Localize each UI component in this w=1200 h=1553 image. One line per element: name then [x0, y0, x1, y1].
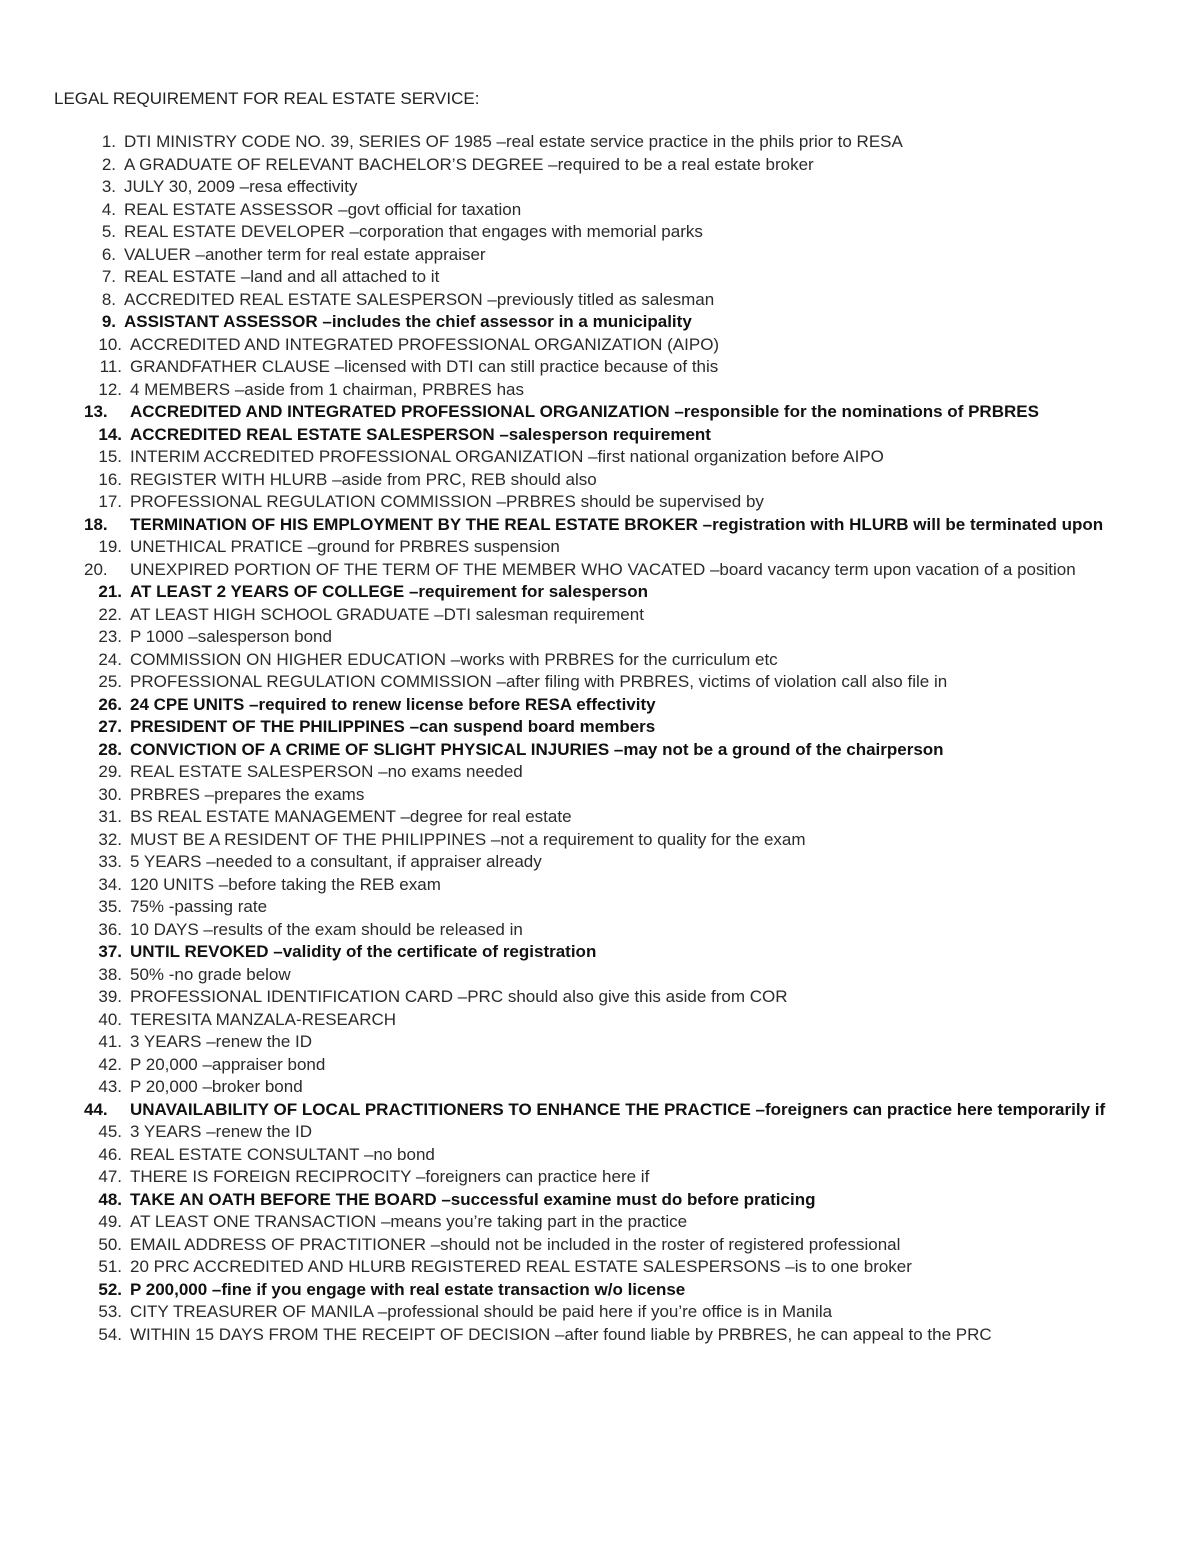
- list-item: [0, 199, 1200, 222]
- list-item: [0, 829, 1200, 852]
- list-item: [0, 424, 1200, 447]
- list-item-number: 52.: [98, 1279, 122, 1299]
- document-title: LEGAL REQUIREMENT FOR REAL ESTATE SERVICE:: [54, 89, 480, 108]
- list-item-number: 13.: [84, 402, 108, 421]
- list-item-number: 18.: [84, 514, 108, 534]
- list-item-text: PROFESSIONAL REGULATION COMMISSION –after filing with PRBRES, victims of violation call also file in: [130, 672, 948, 691]
- list-item-text: MUST BE A RESIDENT OF THE PHILIPPINES –not a requirement to quality for the exam: [130, 829, 806, 849]
- list-item-text: ACCREDITED AND INTEGRATED PROFESSIONAL ORGANIZATION –responsible for the nominations of PRBRES: [130, 402, 1039, 421]
- list-item-number: 28.: [98, 739, 122, 759]
- list-item-number: 22.: [98, 604, 122, 624]
- list-item-number: 10.: [98, 334, 122, 354]
- list-item: [0, 244, 1200, 267]
- list-item: [0, 266, 1200, 289]
- list-item: [0, 851, 1200, 874]
- list-item: [0, 1301, 1200, 1324]
- list-item: [0, 716, 1200, 739]
- list-item-text: VALUER –another term for real estate appraiser: [124, 244, 486, 264]
- list-item-number: 14.: [98, 424, 122, 444]
- list-item-text: WITHIN 15 DAYS FROM THE RECEIPT OF DECISION –after found liable by PRBRES, he can appeal to the PRC: [130, 1324, 992, 1344]
- list-item: [0, 1256, 1200, 1279]
- list-item-text: P 200,000 –fine if you engage with real estate transaction w/o license: [130, 1279, 686, 1299]
- list-item-text: BS REAL ESTATE MANAGEMENT –degree for real estate: [130, 807, 572, 826]
- list-item-text: CITY TREASURER OF MANILA –professional should be paid here if you’re office is in Manila: [130, 1302, 833, 1321]
- list-item: [0, 919, 1200, 942]
- list-item-number: 23.: [98, 627, 122, 646]
- list-item: [0, 761, 1200, 784]
- numbered-list: [0, 131, 1200, 1346]
- list-item-text: 3 YEARS –renew the ID: [130, 1122, 313, 1141]
- list-item-text: PRESIDENT OF THE PHILIPPINES –can suspend board members: [130, 717, 656, 736]
- list-item-number: 26.: [98, 694, 122, 714]
- list-item-number: 49.: [98, 1212, 122, 1231]
- list-item-text: 20 PRC ACCREDITED AND HLURB REGISTERED REAL ESTATE SALESPERSONS –is to one broker: [130, 1257, 912, 1276]
- list-item: [0, 289, 1200, 312]
- list-item-text: COMMISSION ON HIGHER EDUCATION –works with PRBRES for the curriculum etc: [130, 649, 778, 669]
- list-item-number: 37.: [98, 942, 122, 961]
- list-item-number: 44.: [84, 1099, 108, 1119]
- list-item-number: 11.: [99, 357, 122, 376]
- list-item: [0, 1031, 1200, 1054]
- list-item: [0, 1009, 1200, 1032]
- list-item-number: 35.: [98, 897, 122, 916]
- list-item-text: ACCREDITED REAL ESTATE SALESPERSON –previously titled as salesman: [124, 289, 715, 309]
- list-item-text: PROFESSIONAL REGULATION COMMISSION –PRBRES should be supervised by: [130, 492, 764, 511]
- list-item-number: 31.: [98, 807, 122, 826]
- list-item-text: 75% -passing rate: [130, 897, 268, 916]
- list-item-number: 3.: [101, 177, 116, 196]
- list-item: [0, 221, 1200, 244]
- list-item-text: 50% -no grade below: [130, 964, 291, 984]
- list-item-number: 5.: [101, 222, 116, 241]
- list-item-number: 34.: [98, 874, 122, 894]
- list-item-number: 32.: [98, 829, 122, 849]
- list-item-number: 46.: [98, 1144, 122, 1164]
- list-item-number: 9.: [101, 312, 116, 331]
- list-item-text: ASSISTANT ASSESSOR –includes the chief assessor in a municipality: [124, 312, 692, 331]
- list-item: [0, 604, 1200, 627]
- list-item-text: REAL ESTATE ASSESSOR –govt official for taxation: [124, 199, 522, 219]
- list-item: [0, 806, 1200, 829]
- list-item: [0, 1121, 1200, 1144]
- list-item: [0, 581, 1200, 604]
- list-item: [0, 491, 1200, 514]
- list-item-text: TAKE AN OATH BEFORE THE BOARD –successful examine must do before praticing: [130, 1189, 816, 1209]
- list-item-text: UNETHICAL PRATICE –ground for PRBRES suspension: [130, 537, 560, 556]
- list-item: [0, 469, 1200, 492]
- list-item-number: 45.: [98, 1122, 122, 1141]
- list-item-text: REGISTER WITH HLURB –aside from PRC, REB should also: [130, 469, 597, 489]
- list-item-text: ACCREDITED REAL ESTATE SALESPERSON –salesperson requirement: [130, 424, 711, 444]
- list-item-text: PROFESSIONAL IDENTIFICATION CARD –PRC should also give this aside from COR: [130, 987, 788, 1006]
- list-item-text: 5 YEARS –needed to a consultant, if appraiser already: [130, 852, 542, 871]
- list-item-number: 15.: [98, 447, 122, 466]
- list-item-number: 53.: [98, 1302, 122, 1321]
- list-item: [0, 964, 1200, 987]
- list-item-number: 47.: [98, 1167, 122, 1186]
- list-item-number: 6.: [101, 244, 116, 264]
- list-item: [0, 1166, 1200, 1189]
- list-item-text: REAL ESTATE SALESPERSON –no exams needed: [130, 762, 523, 781]
- list-item-number: 27.: [98, 717, 122, 736]
- list-item: [0, 401, 1200, 424]
- list-item-number: 4.: [101, 199, 116, 219]
- list-item: [0, 1211, 1200, 1234]
- list-item: [0, 1324, 1200, 1347]
- list-item-text: UNTIL REVOKED –validity of the certificate of registration: [130, 942, 597, 961]
- list-item-number: 33.: [98, 852, 122, 871]
- list-item-text: A GRADUATE OF RELEVANT BACHELOR’S DEGREE –required to be a real estate broker: [124, 154, 814, 174]
- list-item: [0, 694, 1200, 717]
- list-item-text: AT LEAST ONE TRANSACTION –means you’re taking part in the practice: [130, 1212, 688, 1231]
- list-item-number: 50.: [98, 1234, 122, 1254]
- list-item: [0, 1279, 1200, 1302]
- list-item: [0, 154, 1200, 177]
- list-item-number: 16.: [98, 469, 122, 489]
- list-item-text: DTI MINISTRY CODE NO. 39, SERIES OF 1985 –real estate service practice in the phils prior to RESA: [124, 132, 903, 151]
- list-item: [0, 671, 1200, 694]
- list-item: [0, 1189, 1200, 1212]
- list-item-text: TERMINATION OF HIS EMPLOYMENT BY THE REAL ESTATE BROKER –registration with HLURB will be terminated upon: [130, 514, 1104, 534]
- list-item-text: 120 UNITS –before taking the REB exam: [130, 874, 441, 894]
- list-item-text: P 20,000 –appraiser bond: [130, 1054, 326, 1074]
- list-item-number: 8.: [101, 289, 116, 309]
- list-item-number: 54.: [98, 1324, 122, 1344]
- list-item-number: 42.: [98, 1054, 122, 1074]
- list-item: [0, 896, 1200, 919]
- list-item-text: P 1000 –salesperson bond: [130, 627, 332, 646]
- list-item-text: ACCREDITED AND INTEGRATED PROFESSIONAL ORGANIZATION (AIPO): [130, 334, 720, 354]
- list-item: [0, 1054, 1200, 1077]
- list-item: [0, 626, 1200, 649]
- list-item: [0, 739, 1200, 762]
- list-item-number: 17.: [98, 492, 122, 511]
- list-item-text: REAL ESTATE DEVELOPER –corporation that engages with memorial parks: [124, 222, 703, 241]
- list-item: [0, 536, 1200, 559]
- list-item: [0, 379, 1200, 402]
- list-item-number: 39.: [98, 987, 122, 1006]
- list-item-text: JULY 30, 2009 –resa effectivity: [124, 177, 358, 196]
- list-item-text: UNEXPIRED PORTION OF THE TERM OF THE MEMBER WHO VACATED –board vacancy term upon vacation of a position: [130, 559, 1076, 579]
- list-item: [0, 334, 1200, 357]
- list-item-number: 2.: [101, 154, 116, 174]
- list-item-number: 21.: [98, 582, 122, 601]
- list-item: [0, 1076, 1200, 1099]
- list-item-number: 30.: [98, 784, 122, 804]
- list-item: [0, 1099, 1200, 1122]
- list-item-number: 19.: [98, 537, 122, 556]
- list-item-text: AT LEAST 2 YEARS OF COLLEGE –requirement for salesperson: [130, 582, 648, 601]
- list-item-text: THERE IS FOREIGN RECIPROCITY –foreigners can practice here if: [130, 1167, 650, 1186]
- list-item-number: 25.: [98, 672, 122, 691]
- list-item-number: 38.: [98, 964, 122, 984]
- list-item-text: CONVICTION OF A CRIME OF SLIGHT PHYSICAL INJURIES –may not be a ground of the chairperson: [130, 739, 944, 759]
- list-item-text: TERESITA MANZALA-RESEARCH: [130, 1009, 397, 1029]
- list-item-text: PRBRES –prepares the exams: [130, 784, 365, 804]
- list-item-number: 40.: [98, 1009, 122, 1029]
- list-item: [0, 559, 1200, 582]
- list-item: [0, 986, 1200, 1009]
- list-item-text: REAL ESTATE –land and all attached to it: [124, 267, 440, 286]
- list-item: [0, 874, 1200, 897]
- list-item-text: 10 DAYS –results of the exam should be released in: [130, 919, 523, 939]
- list-item-number: 48.: [98, 1189, 122, 1209]
- list-item: [0, 446, 1200, 469]
- list-item: [0, 784, 1200, 807]
- list-item: [0, 1144, 1200, 1167]
- list-item-text: 3 YEARS –renew the ID: [130, 1032, 313, 1051]
- list-item-text: GRANDFATHER CLAUSE –licensed with DTI can still practice because of this: [130, 357, 719, 376]
- list-item-number: 41.: [98, 1032, 122, 1051]
- list-item-number: 24.: [98, 649, 122, 669]
- list-item: [0, 311, 1200, 334]
- list-item: [0, 1234, 1200, 1257]
- list-item: [0, 514, 1200, 537]
- list-item: [0, 131, 1200, 154]
- list-item-number: 7.: [101, 267, 116, 286]
- list-item: [0, 941, 1200, 964]
- list-item-number: 51.: [98, 1257, 122, 1276]
- list-item-number: 36.: [98, 919, 122, 939]
- list-item-text: UNAVAILABILITY OF LOCAL PRACTITIONERS TO ENHANCE THE PRACTICE –foreigners can practice here temporarily if: [130, 1099, 1106, 1119]
- list-item: [0, 176, 1200, 199]
- list-item-number: 43.: [98, 1077, 122, 1096]
- list-item-text: REAL ESTATE CONSULTANT –no bond: [130, 1144, 435, 1164]
- list-item-text: 4 MEMBERS –aside from 1 chairman, PRBRES has: [130, 379, 524, 399]
- list-item-text: EMAIL ADDRESS OF PRACTITIONER –should not be included in the roster of registered professional: [130, 1234, 901, 1254]
- list-item-text: INTERIM ACCREDITED PROFESSIONAL ORGANIZATION –first national organization before AIPO: [130, 447, 884, 466]
- list-item-number: 12.: [98, 379, 122, 399]
- list-item: [0, 649, 1200, 672]
- list-item-text: 24 CPE UNITS –required to renew license before RESA effectivity: [130, 694, 656, 714]
- list-item-number: 1.: [101, 132, 116, 151]
- list-item: [0, 356, 1200, 379]
- list-item-text: AT LEAST HIGH SCHOOL GRADUATE –DTI salesman requirement: [130, 604, 644, 624]
- list-item-number: 20.: [84, 559, 108, 579]
- list-item-text: P 20,000 –broker bond: [130, 1077, 303, 1096]
- list-item-number: 29.: [98, 762, 122, 781]
